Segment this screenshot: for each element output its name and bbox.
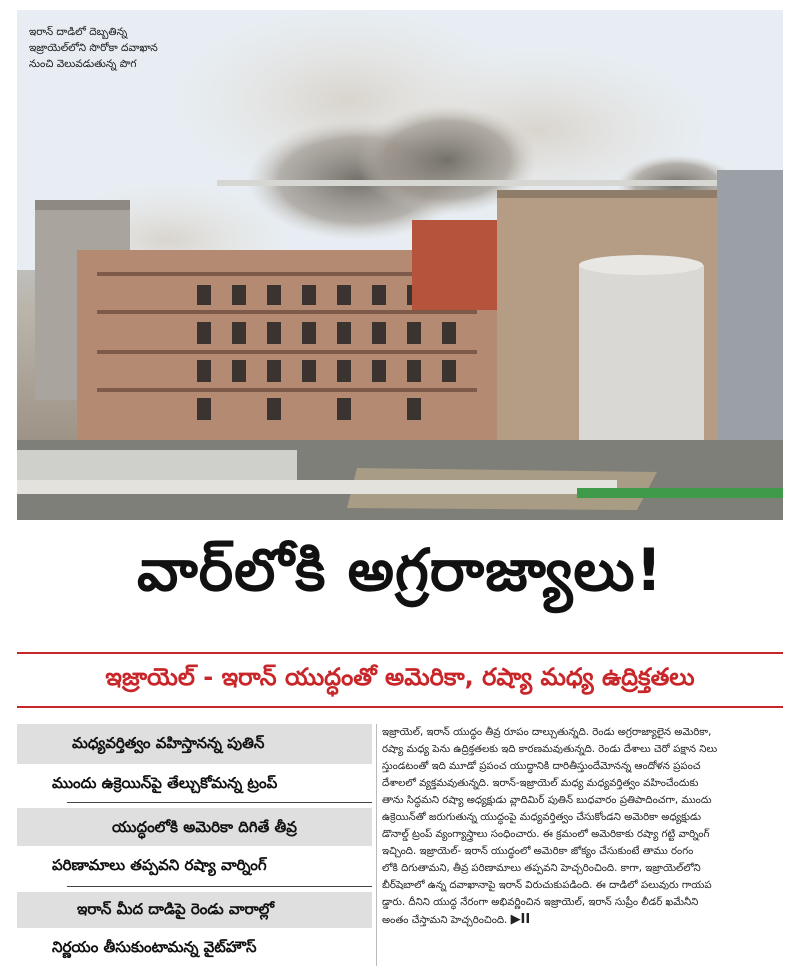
- article-body: [382, 724, 782, 969]
- photo-caption: [29, 24, 219, 72]
- caption-line: ఇరాన్ దాడిలో దెబ్బతిన్న: [29, 26, 128, 38]
- body-line: బీర్‌షెబాలో ఉన్న దవాఖానాపై ఇరాన్ విరుచుకుపడింది. ఈ దాడిలో పలువురు గాయప: [382, 880, 712, 891]
- headline: వార్‌లోకి అగ్రరాజ్యాలు!: [136, 535, 664, 604]
- body-line: తాను సిద్ధమని రష్యా అధ్యక్షుడు వ్లాదిమిర్ పుతిన్ బుధవారం ప్రతిపాదించగా, ముందు: [382, 795, 712, 806]
- body-line: రష్యా మధ్య పెను ఉద్రిక్తతలకు ఇది కారణమవుతున్నది. రెండు దేశాలు చెరో పక్షాన నిలు: [382, 744, 718, 755]
- continued-arrow-icon: ▶II: [510, 912, 531, 927]
- body-line: ఇచ్చింది. ఇజ్రాయెల్- ఇరాన్ యుద్ధంలో అమెరికా జోక్యం చేసుకుంటే తాము రంగం: [382, 846, 694, 857]
- caption-line: నుంచి వెలువడుతున్న పొగ: [29, 58, 137, 70]
- body-last-line: అంతం చేస్తామని హెచ్చరించింది.: [382, 915, 508, 926]
- highlight-line: ముందు ఉక్రెయిన్‌పై తేల్చుకోమన్న ట్రంప్: [52, 774, 278, 792]
- body-line: ఉక్రెయిన్‌తో జరుగుతున్న యుద్ధంపై మధ్యవర్తిత్వం చేసుకోండని అమెరికా అధ్యక్షుడు: [382, 812, 702, 823]
- body-line: లోకి దిగుతామని, తీవ్ర పరిణామాలు తప్పవని హెచ్చరించింది. కాగా, ఇజ్రాయెల్‌లోని: [382, 863, 701, 874]
- highlight-line: యుద్ధంలోకి అమెరికా దిగితే తీవ్ర: [112, 818, 297, 836]
- news-photo: [17, 10, 783, 520]
- highlights-box: [17, 724, 372, 964]
- body-line: స్తుండటంతో ఇది మూడో ప్రపంచ యుద్ధానికి దారితీస్తుందేమోనన్న ఆందోళన ప్రపంచ: [382, 761, 701, 772]
- hospital-smoke-illustration: [17, 10, 783, 520]
- body-line: దేశాలలో వ్యక్తమవుతున్నది. ఇరాన్-ఇజ్రాయెల్ మధ్య మధ్యవర్తిత్వం వహించేందుకు: [382, 778, 699, 789]
- highlight-line: పరిణామాలు తప్పవని రష్యా వార్నింగ్: [52, 856, 267, 874]
- highlight-line: నిర్ణయం తీసుకుంటామన్న వైట్‌హౌస్: [52, 938, 257, 956]
- body-line: డ్డారు. దీనిని యుద్ధ నేరంగా అభివర్ణించిన ఇజ్రాయెల్, ఇరాన్ సుప్రీం లీడర్ ఖమేనీని: [382, 897, 699, 908]
- body-line: ఇజ్రాయెల్, ఇరాన్ యుద్ధం తీవ్ర రూపం దాల్చుతున్నది. రెండు అగ్రరాజ్యాలైన అమెరికా,: [382, 727, 712, 738]
- caption-line: ఇజ్రాయెల్‌లోని సొరోకా దవాఖాన: [29, 42, 158, 54]
- highlight-line: మధ్యవర్తిత్వం వహిస్తానన్న పుతిన్: [72, 734, 265, 752]
- highlight-divider: [67, 886, 372, 887]
- body-line: [382, 911, 782, 929]
- column-divider: [376, 724, 377, 966]
- subheadline: ఇజ్రాయెల్ - ఇరాన్ యుద్ధంతో అమెరికా, రష్యా మధ్య ఉద్రిక్తతలు: [17, 652, 783, 708]
- highlight-divider: [67, 802, 372, 803]
- body-line: డొనాల్డ్ ట్రంప్ వ్యంగ్యాస్త్రాలు సంధించారు. ఈ క్రమంలో అమెరికాకు రష్యా గట్టి వార్నింగ్: [382, 829, 710, 840]
- highlight-line: ఇరాన్ మీద దాడిపై రెండు వారాల్లో: [77, 900, 275, 918]
